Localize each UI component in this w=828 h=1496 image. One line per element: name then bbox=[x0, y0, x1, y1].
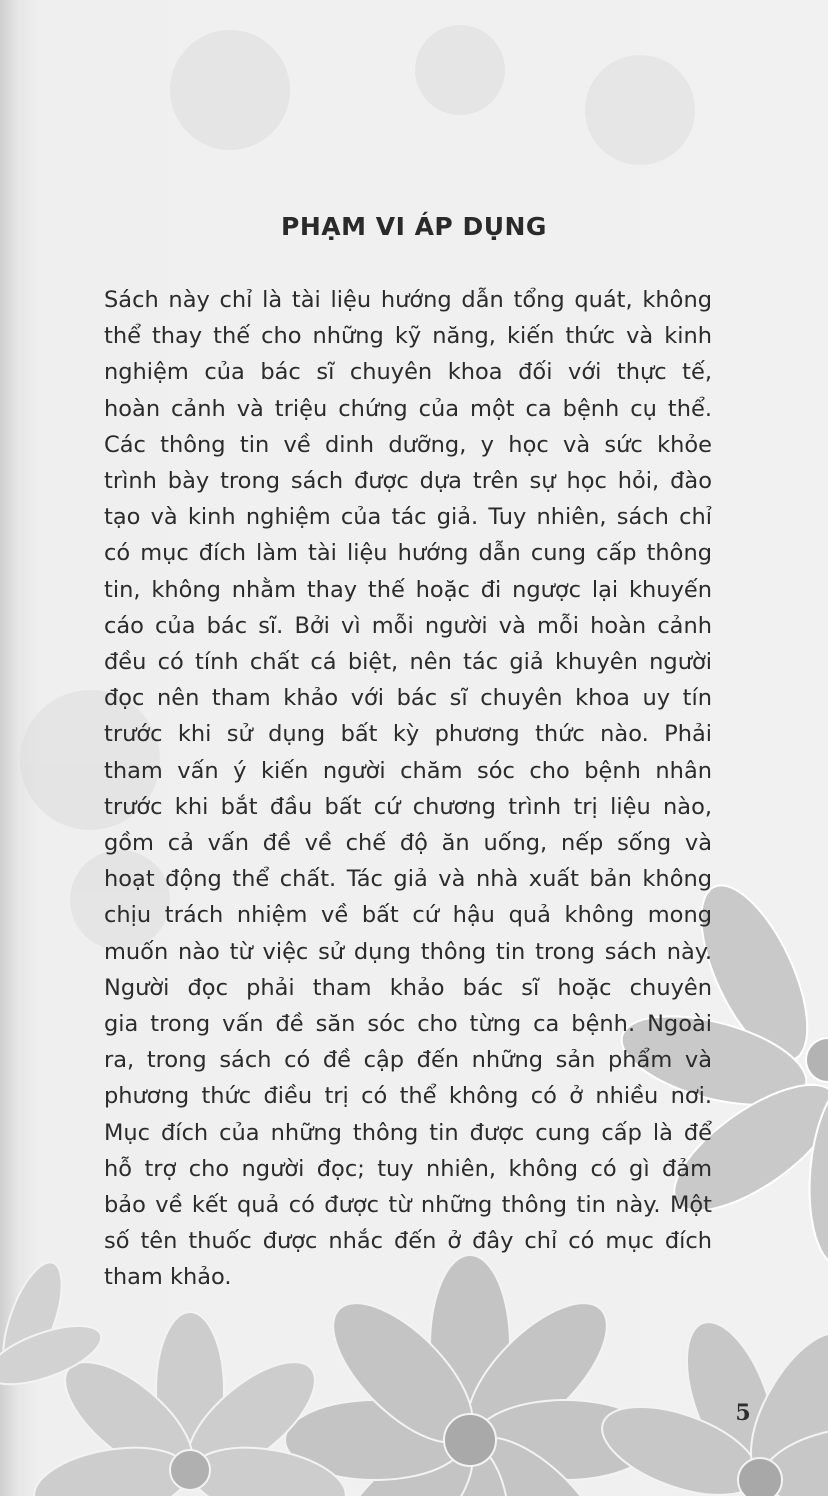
text-line: tin, không nhằm thay thế hoặc đi ngược lại khuyến bbox=[104, 576, 712, 603]
text-line: ra, trong sách có đề cập đến những sản phẩm và bbox=[104, 1047, 712, 1074]
text-line: tham khảo. bbox=[104, 1264, 232, 1291]
text-line: đều có tính chất cá biệt, nên tác giả khuyên người bbox=[104, 649, 712, 676]
text-line: trình bày trong sách được dựa trên sự học hỏi, đào bbox=[104, 468, 712, 495]
text-line: chịu trách nhiệm về bất cứ hậu quả không mong bbox=[104, 902, 712, 929]
text-line: gia trong vấn đề săn sóc cho từng ca bệnh. Ngoài bbox=[104, 1011, 712, 1038]
text-line: cáo của bác sĩ. Bởi vì mỗi người và mỗi hoàn cảnh bbox=[104, 612, 712, 639]
text-line: Người đọc phải tham khảo bác sĩ hoặc chuyên bbox=[104, 974, 712, 1001]
text-line: hoạt động thể chất. Tác giả và nhà xuất bản không bbox=[104, 866, 712, 893]
text-line: đọc nên tham khảo với bác sĩ chuyên khoa uy tín bbox=[104, 685, 712, 712]
page-title: PHẠM VI ÁP DỤNG bbox=[281, 212, 547, 241]
text-line: bảo về kết quả có được từ những thông tin này. Một bbox=[104, 1192, 712, 1219]
text-line: gồm cả vấn đề về chế độ ăn uống, nếp sống và bbox=[104, 830, 712, 857]
text-line: Mục đích của những thông tin được cung cấp là để bbox=[104, 1119, 712, 1146]
text-line: hỗ trợ cho người đọc; tuy nhiên, không có gì đảm bbox=[104, 1155, 712, 1182]
text-line: số tên thuốc được nhắc đến ở đây chỉ có mục đích bbox=[104, 1228, 712, 1255]
text-line: thể thay thế cho những kỹ năng, kiến thức và kinh bbox=[104, 323, 712, 350]
text-line: trước khi sử dụng bất kỳ phương thức nào. Phải bbox=[104, 721, 712, 748]
text-line: Các thông tin về dinh dưỡng, y học và sức khỏe bbox=[104, 431, 712, 458]
body-paragraph bbox=[104, 282, 712, 1296]
text-line: tạo và kinh nghiệm của tác giả. Tuy nhiên, sách chỉ bbox=[104, 504, 712, 531]
text-line: có mục đích làm tài liệu hướng dẫn cung cấp thông bbox=[104, 540, 712, 567]
text-line: muốn nào từ việc sử dụng thông tin trong sách này. bbox=[104, 938, 712, 965]
text-line: Sách này chỉ là tài liệu hướng dẫn tổng quát, không bbox=[104, 287, 712, 313]
text-line: nghiệm của bác sĩ chuyên khoa đối với thực tế, bbox=[104, 359, 712, 386]
text-line: trước khi bắt đầu bất cứ chương trình trị liệu nào, bbox=[104, 793, 712, 820]
text-line: phương thức điều trị có thể không có ở nhiều nơi. bbox=[104, 1083, 712, 1110]
text-line: tham vấn ý kiến người chăm sóc cho bệnh nhân bbox=[104, 757, 712, 784]
page-number: 5 bbox=[735, 1400, 751, 1426]
text-line: hoàn cảnh và triệu chứng của một ca bệnh cụ thể. bbox=[104, 395, 712, 422]
